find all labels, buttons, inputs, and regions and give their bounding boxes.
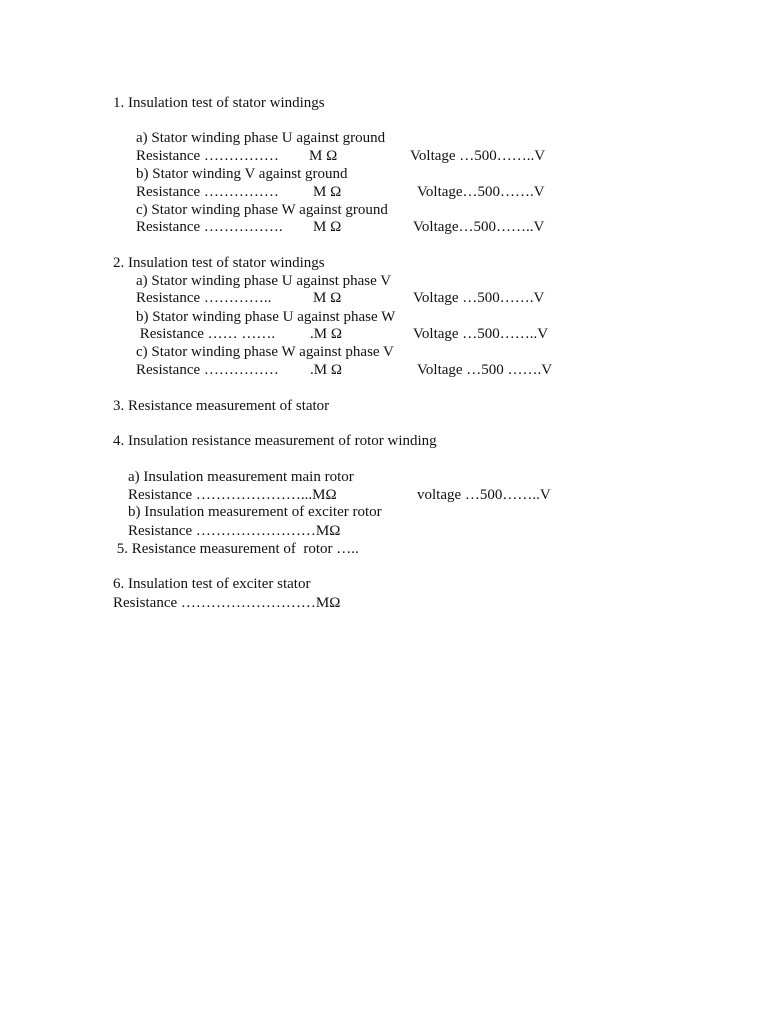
section6-resistance: Resistance ………………………MΩ bbox=[113, 595, 341, 611]
section1-b-label: b) Stator winding V against ground bbox=[136, 166, 348, 182]
section1-b-resistance: Resistance …………… bbox=[136, 184, 279, 200]
section2-a-unit: M Ω bbox=[313, 290, 342, 306]
section2-b-unit: .M Ω bbox=[310, 326, 342, 342]
section2-c-unit: .M Ω bbox=[310, 362, 342, 378]
section1-c-label: c) Stator winding phase W against ground bbox=[136, 202, 388, 218]
section1-a-resistance: Resistance …………… bbox=[136, 148, 279, 164]
section1-c-resistance: Resistance ……………. bbox=[136, 219, 283, 235]
section4-b-resistance: Resistance ……………………MΩ bbox=[128, 523, 341, 539]
section1-a-label: a) Stator winding phase U against ground bbox=[136, 130, 386, 146]
section1-b-voltage: Voltage…500…….V bbox=[417, 184, 545, 200]
section4-a-voltage: voltage …500……..V bbox=[417, 487, 551, 503]
section2-c-resistance: Resistance …………… bbox=[136, 362, 279, 378]
section4-b-label: b) Insulation measurement of exciter rotor bbox=[128, 504, 382, 520]
section5-heading: 5. Resistance measurement of rotor ….. bbox=[113, 541, 359, 557]
section1-a-voltage: Voltage …500……..V bbox=[410, 148, 546, 164]
section2-b-label: b) Stator winding phase U against phase W bbox=[136, 309, 396, 325]
section3-heading: 3. Resistance measurement of stator bbox=[113, 398, 330, 414]
section1-c-unit: M Ω bbox=[313, 219, 342, 235]
section1-a-unit: M Ω bbox=[309, 148, 338, 164]
section2-a-voltage: Voltage …500…….V bbox=[413, 290, 545, 306]
section2-heading: 2. Insulation test of stator windings bbox=[113, 255, 325, 271]
section2-b-resistance: Resistance …… ……. bbox=[136, 326, 276, 342]
section1-b-unit: M Ω bbox=[313, 184, 342, 200]
section1-c-voltage: Voltage…500……..V bbox=[413, 219, 545, 235]
section2-a-resistance: Resistance ………….. bbox=[136, 290, 272, 306]
section6-heading: 6. Insulation test of exciter stator bbox=[113, 576, 311, 592]
section4-a-label: a) Insulation measurement main rotor bbox=[128, 469, 354, 485]
section2-c-label: c) Stator winding phase W against phase V bbox=[136, 344, 394, 360]
section2-b-voltage: Voltage …500……..V bbox=[413, 326, 549, 342]
section2-c-voltage: Voltage …500 …….V bbox=[417, 362, 553, 378]
section4-heading: 4. Insulation resistance measurement of rotor winding bbox=[113, 433, 437, 449]
section4-a-resistance: Resistance …………………...MΩ bbox=[128, 487, 337, 503]
section1-heading: 1. Insulation test of stator windings bbox=[113, 95, 325, 111]
section2-a-label: a) Stator winding phase U against phase V bbox=[136, 273, 392, 289]
